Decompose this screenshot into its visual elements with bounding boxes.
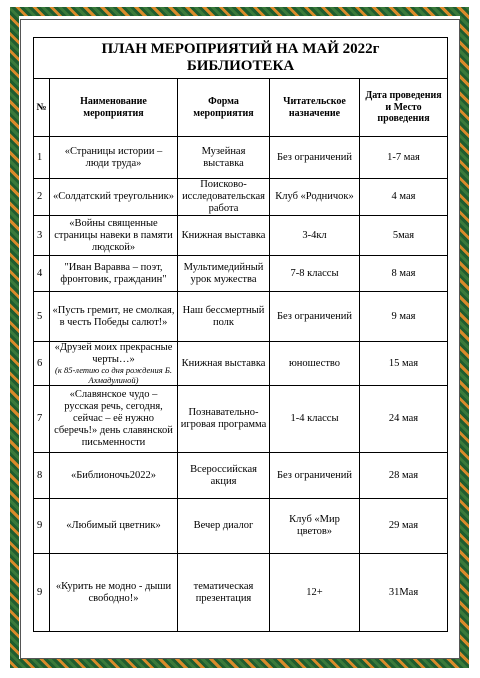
event-form [178,179,270,216]
event-name-text: «Пусть гремит, не смолкая, в честь Победы салют!» [52,304,175,328]
event-date [360,137,448,179]
event-audience [270,453,360,499]
header-num: № [34,79,50,137]
event-form-text: Мультимедийный урок мужества [183,261,264,285]
event-audience [270,386,360,453]
event-date [360,499,448,554]
row-num [34,256,50,292]
event-name [50,386,178,453]
row-num [34,499,50,554]
event-name [50,499,178,554]
header-date: Дата проведения и Место проведения [360,79,448,137]
event-audience [270,342,360,386]
row-num-text: 1 [37,151,43,163]
event-name [50,137,178,179]
event-audience-text: Без ограничений [276,151,353,163]
event-form-text: Вечер диалог [193,520,254,531]
event-name-text: «Любимый цветник» [66,520,161,531]
event-form [178,256,270,292]
event-form-text: Поисково-исследовательская работа [182,179,265,214]
event-name-text: «Славянское чудо – русская речь, сегодня, сейчас – её нужно сберечь!» день славянской письменности [54,389,173,448]
row-num-text: 5 [37,310,43,322]
event-audience-text: юношество [288,357,341,369]
event-form-text: Книжная выставка [181,357,266,369]
table-row [34,137,448,179]
row-num [34,342,50,386]
event-audience-text: Без ограничений [276,310,353,322]
event-name-text: «Войны священные страницы навеки в памяти людской» [54,217,173,253]
event-date [360,179,448,216]
event-name [50,179,178,216]
event-audience-text: Клуб «Мир цветов» [289,514,340,537]
event-audience-text: 7-8 классы [290,267,339,279]
row-num-text: 6 [37,357,43,369]
table-row [34,256,448,292]
row-num [34,386,50,453]
event-form [178,453,270,499]
table-row [34,216,448,256]
event-date-text: 8 мая [391,267,416,279]
table-row [34,554,448,632]
row-num [34,292,50,342]
event-audience [270,292,360,342]
event-audience [270,554,360,632]
header-form: Форма мероприятия [178,79,270,137]
table-row [34,453,448,499]
table-row [34,292,448,342]
row-num [34,554,50,632]
event-form-text: Книжная выставка [181,229,266,241]
event-name-text: «Курить не модно - дыши свободно!» [55,580,172,604]
event-date [360,342,448,386]
event-audience [270,256,360,292]
event-date [360,554,448,632]
event-name-text: «Страницы истории – люди труда» [64,145,163,169]
event-date-text: 4 мая [391,191,416,202]
document-title [34,38,448,79]
table-row [34,179,448,216]
event-form-text: Познавательно-игровая программа [180,407,267,430]
table-row [34,342,448,386]
event-date-text: 29 мая [388,520,419,531]
event-date [360,292,448,342]
event-form [178,216,270,256]
title-line-2: БИБЛИОТЕКА [186,58,295,74]
event-note: (к 85-летию со дня рождения Б. Ахмадулиной) [55,365,172,385]
event-date-text: 1-7 мая [387,151,420,163]
title-row [34,38,448,79]
event-audience [270,179,360,216]
row-num-text: 8 [37,469,43,481]
event-form [178,386,270,453]
event-name-text: «Библионочь2022» [70,469,156,481]
event-audience-text: Без ограничений [276,469,353,481]
row-num-text: 7 [37,413,43,424]
row-num [34,453,50,499]
event-audience-text: 12+ [306,586,323,598]
event-name [50,453,178,499]
event-audience-text: 1-4 классы [290,413,339,424]
event-date [360,256,448,292]
event-form [178,499,270,554]
row-num-text: 9 [37,520,43,531]
event-date-text: 9 мая [391,310,416,322]
row-num [34,179,50,216]
event-date-text: 5мая [392,229,415,241]
header-audience: Читательское назначение [270,79,360,137]
event-audience-text: 3-4кл [302,229,327,241]
row-num-text: 3 [37,229,43,241]
event-form [178,137,270,179]
event-form [178,292,270,342]
event-name-text: «Друзей моих прекрасные черты…» [54,342,173,365]
event-form-text: тематическая презентация [193,580,254,604]
event-audience [270,499,360,554]
event-name [50,292,178,342]
event-name [50,342,178,386]
row-num-text: 4 [37,267,43,279]
header-name: Наименование мероприятия [50,79,178,137]
event-name [50,554,178,632]
table-row [34,499,448,554]
event-date-text: 15 мая [388,357,419,369]
table-row [34,386,448,453]
event-name [50,256,178,292]
event-audience [270,216,360,256]
event-date [360,386,448,453]
event-form [178,342,270,386]
event-date-text: 24 мая [388,413,419,424]
header-row [34,79,448,137]
row-num-text: 2 [37,191,43,202]
events-table [33,37,448,632]
row-num [34,137,50,179]
event-audience-text: Клуб «Родничок» [275,191,354,202]
event-date-text: 28 мая [388,469,419,481]
event-form [178,554,270,632]
event-name-text: "Иван Варавва – поэт, фронтовик, гражданин" [60,261,167,285]
row-num-text: 9 [37,586,43,598]
title-line-1: ПЛАН МЕРОПРИЯТИЙ НА МАЙ 2022г [101,41,380,57]
event-name-text: «Солдатский треугольник» [52,191,175,202]
event-form-text: Наш бессмертный полк [182,304,265,328]
event-date [360,453,448,499]
event-form-text: Всероссийская акция [190,463,257,487]
event-date-text: 31Мая [388,586,419,598]
event-form-text: Музейная выставка [201,145,246,169]
event-name [50,216,178,256]
event-date [360,216,448,256]
row-num [34,216,50,256]
event-audience [270,137,360,179]
